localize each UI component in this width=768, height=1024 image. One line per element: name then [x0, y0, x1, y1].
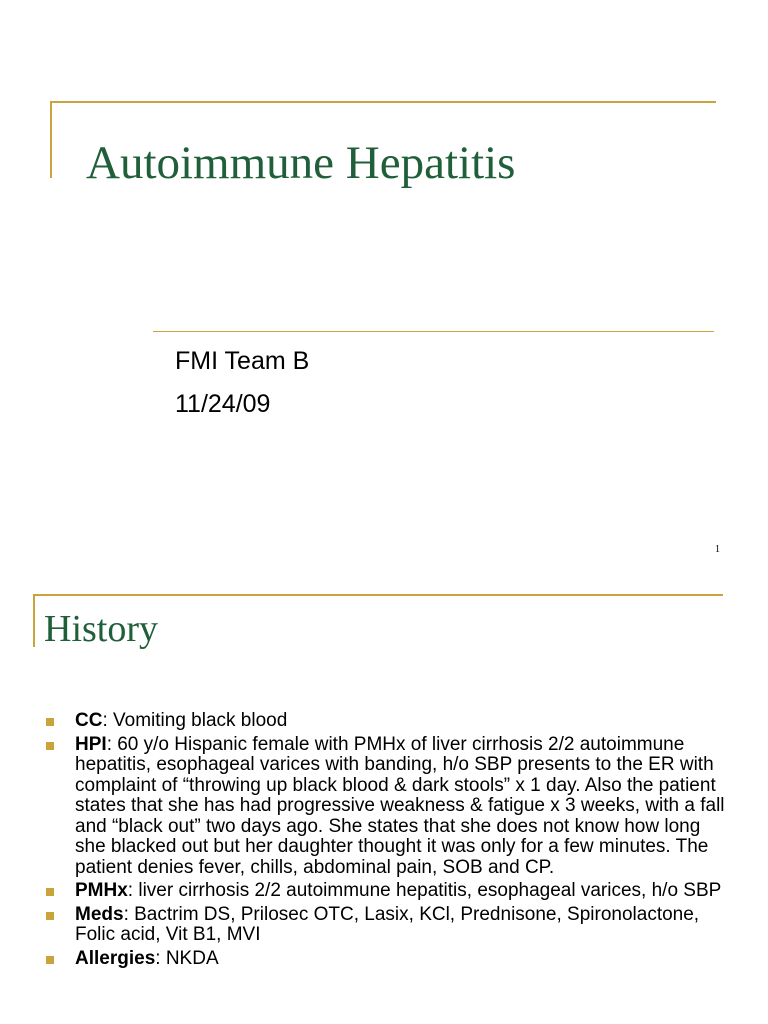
- list-item: [46, 905, 736, 946]
- list-item: [46, 949, 736, 970]
- subtitle-divider: [153, 331, 714, 332]
- title-frame-top-rule: [50, 101, 716, 103]
- history-bullet-list: [46, 711, 736, 972]
- bullet-label: PMHx: [75, 880, 128, 901]
- slide-title: Autoimmune Hepatitis: [86, 137, 516, 189]
- bullet-text: : 60 y/o Hispanic female with PMHx of liver cirrhosis 2/2 autoimmune hepatitis, esophageal varices with banding, h/o SBP presents to the ER with complaint of “throwing up black blood & dark stools” x 1 day. Also the patient states that she has had progressive weakness & fatigue x 3 weeks, with a fall and “black out” two days ago. She states that she does not know how long she blacked out but her daughter thought it was only for a few minutes. The patient denies fever, chills, abdominal pain, SOB and CP.: [75, 733, 725, 878]
- square-bullet-icon: [46, 742, 54, 750]
- subtitle-team: FMI Team B: [175, 347, 310, 375]
- square-bullet-icon: [46, 718, 54, 726]
- bullet-text: : NKDA: [155, 947, 219, 969]
- subtitle-block: [175, 340, 309, 426]
- subtitle-date: 11/24/09: [175, 390, 271, 418]
- square-bullet-icon: [46, 888, 54, 896]
- square-bullet-icon: [46, 956, 54, 964]
- page-number: 1: [715, 544, 720, 555]
- bullet-label: CC: [75, 710, 103, 731]
- slide-2: [0, 580, 768, 1024]
- list-item: [46, 735, 736, 879]
- square-bullet-icon: [46, 912, 54, 920]
- bullet-label: Allergies: [75, 947, 156, 969]
- bullet-text: : Vomiting black blood: [102, 710, 288, 731]
- bullet-text: : Bactrim DS, Prilosec OTC, Lasix, KCl, Prednisone, Spironolactone, Folic acid, Vit B1, MVI: [75, 903, 700, 945]
- list-item: [46, 881, 736, 902]
- bullet-text: : liver cirrhosis 2/2 autoimmune hepatitis, esophageal varices, h/o SBP: [127, 880, 722, 901]
- heading-frame-left-rule: [33, 594, 35, 647]
- bullet-label: Meds: [75, 903, 124, 925]
- heading-frame-top-rule: [33, 594, 723, 596]
- section-heading: History: [44, 608, 158, 650]
- bullet-label: HPI: [75, 733, 107, 755]
- list-item: [46, 711, 736, 732]
- title-frame-left-rule: [50, 101, 52, 178]
